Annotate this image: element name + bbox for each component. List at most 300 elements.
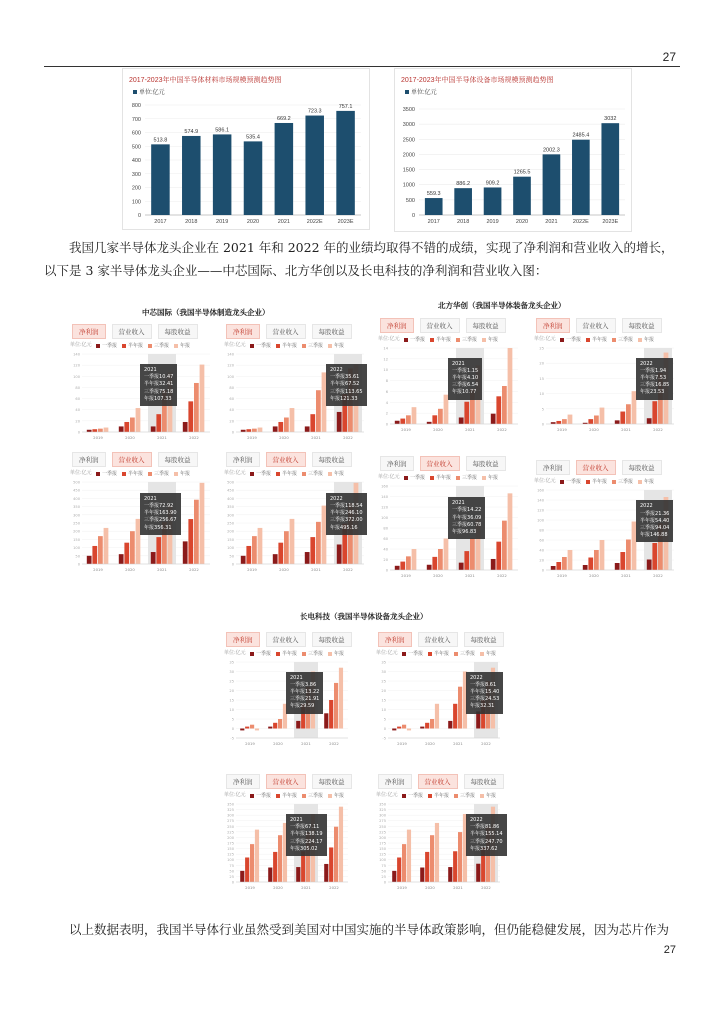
bar (425, 198, 443, 215)
tab-net-profit[interactable]: 净利润 (72, 324, 106, 339)
bar[interactable] (435, 823, 439, 882)
bar[interactable] (119, 554, 124, 564)
equipment-market-chart (394, 68, 632, 232)
bar[interactable] (444, 539, 449, 571)
bar[interactable] (278, 835, 282, 882)
y-tick-label: 40 (229, 408, 234, 413)
data-tooltip (326, 493, 367, 535)
bar[interactable] (255, 729, 259, 731)
tooltip-label: 三季报 (452, 382, 468, 389)
legend-item (122, 342, 143, 349)
y-tick-label: 700 (131, 116, 141, 123)
tab-eps[interactable]: 每股收益 (464, 632, 504, 647)
bar[interactable] (246, 429, 251, 432)
bar[interactable] (568, 415, 573, 424)
bar[interactable] (427, 422, 432, 424)
legend-swatch (612, 480, 616, 484)
chart-title: 2017-2023年中国半导体材料市场规模预测趋势图 (129, 77, 282, 84)
y-tick-label: 140 (73, 352, 80, 357)
bar[interactable] (453, 704, 457, 729)
bar[interactable] (87, 430, 92, 432)
legend-label: 年报 (644, 337, 655, 343)
bar[interactable] (329, 847, 333, 882)
tooltip-label: 年报 (330, 524, 341, 531)
y-tick-label: 75 (381, 863, 386, 868)
bar[interactable] (438, 549, 443, 570)
bar[interactable] (98, 429, 103, 432)
bar[interactable] (448, 867, 452, 882)
bar[interactable] (407, 830, 411, 882)
x-tick-label: 2020 (273, 741, 283, 746)
tooltip-value: 81.86 (485, 824, 500, 831)
tab-eps[interactable]: 每股收益 (466, 318, 506, 333)
bar[interactable] (502, 386, 507, 424)
y-tick-label: 300 (227, 513, 234, 518)
tab-eps[interactable]: 每股收益 (312, 774, 352, 789)
bar[interactable] (412, 549, 417, 570)
y-tick-label: 225 (227, 830, 234, 835)
bar[interactable] (448, 721, 452, 729)
bar[interactable] (551, 566, 556, 570)
legend-item (430, 336, 451, 343)
bar[interactable] (647, 560, 652, 571)
bar[interactable] (334, 827, 338, 882)
bar[interactable] (583, 565, 588, 570)
tab-eps[interactable]: 每股收益 (622, 318, 662, 333)
tab-revenue[interactable]: 营业收入 (266, 324, 306, 339)
paragraph-conclusion: 以上数据表明，我国半导体行业虽然受到美国对中国实施的半导体政策影响，但仍能稳健发展，因为芯片作为 (69, 922, 670, 937)
bar[interactable] (652, 543, 657, 570)
bar[interactable] (615, 420, 620, 424)
tooltip-row (330, 517, 363, 524)
bar[interactable] (310, 414, 315, 432)
tab-net-profit[interactable]: 净利润 (378, 774, 412, 789)
x-tick-label: 2021 (277, 219, 290, 225)
tab-revenue[interactable]: 营业收入 (420, 456, 460, 471)
bar[interactable] (92, 429, 97, 432)
bar[interactable] (464, 551, 469, 570)
bar[interactable] (268, 727, 272, 729)
bar[interactable] (124, 422, 129, 432)
tooltip-year: 2021 (290, 817, 303, 824)
y-tick-label: 3500 (402, 107, 415, 113)
x-tick-label: 2022 (189, 567, 199, 572)
y-tick-label: 8 (385, 379, 388, 384)
legend (404, 336, 498, 343)
bar[interactable] (395, 566, 400, 570)
bar[interactable] (246, 546, 251, 564)
bar[interactable] (588, 558, 593, 571)
bar[interactable] (626, 540, 631, 571)
bar[interactable] (339, 807, 343, 882)
bar[interactable] (296, 867, 300, 882)
unit-label: 单位:亿元 (378, 336, 400, 342)
data-tooltip (286, 672, 323, 714)
legend-item (454, 650, 475, 657)
bar[interactable] (425, 852, 429, 882)
bar[interactable] (392, 871, 396, 882)
bar[interactable] (92, 546, 97, 564)
y-tick-label: 35 (229, 660, 234, 665)
bar[interactable] (339, 668, 343, 729)
tab-eps[interactable]: 每股收益 (158, 324, 198, 339)
bar[interactable] (453, 851, 457, 882)
bar[interactable] (156, 414, 161, 432)
y-tick-label: 5 (231, 717, 234, 722)
tab-net-profit[interactable]: 净利润 (380, 456, 414, 471)
legend (402, 650, 496, 657)
bar[interactable] (508, 493, 513, 570)
tab-revenue[interactable]: 营业收入 (418, 774, 458, 789)
bar-value-label: 757.1 (338, 103, 353, 110)
bar[interactable] (459, 563, 464, 570)
y-tick-label: 0 (385, 568, 388, 573)
bar[interactable] (432, 415, 437, 424)
legend-label: 半年报 (434, 793, 450, 799)
tooltip-value: 32.31 (480, 703, 495, 710)
bar[interactable] (568, 550, 573, 570)
tab-net-profit[interactable]: 净利润 (378, 632, 412, 647)
unit-label: 单位:亿元 (70, 470, 92, 476)
bar[interactable] (273, 554, 278, 564)
bar[interactable] (397, 727, 401, 729)
data-tooltip (636, 358, 673, 400)
bar[interactable] (183, 422, 188, 432)
bar[interactable] (400, 562, 405, 570)
tab-revenue[interactable]: 营业收入 (266, 452, 306, 467)
bar[interactable] (435, 704, 439, 729)
tooltip-row (470, 682, 499, 689)
bar[interactable] (470, 538, 475, 570)
bar[interactable] (273, 852, 277, 882)
bar[interactable] (194, 500, 199, 564)
tab-revenue[interactable]: 营业收入 (576, 460, 616, 475)
tab-net-profit[interactable]: 净利润 (226, 774, 260, 789)
y-tick-label: 275 (379, 819, 386, 824)
bar[interactable] (305, 552, 310, 564)
bar[interactable] (252, 429, 257, 432)
tooltip-value: 32.41 (159, 381, 174, 388)
tooltip-row (330, 389, 363, 396)
bar[interactable] (240, 729, 244, 731)
bar[interactable] (652, 401, 657, 424)
y-tick-label: 6 (385, 389, 388, 394)
y-tick-label: 3000 (402, 122, 415, 129)
bar[interactable] (194, 383, 199, 432)
tooltip-value: 21.36 (655, 510, 670, 517)
tab-revenue[interactable]: 营业收入 (266, 774, 306, 789)
tab-net-profit[interactable]: 净利润 (536, 318, 570, 333)
tooltip-label: 半年报 (330, 381, 346, 388)
x-tick-label: 2020 (425, 885, 435, 890)
bar[interactable] (273, 723, 277, 729)
bar (213, 134, 232, 215)
tooltip-label: 一季报 (452, 507, 468, 514)
bar[interactable] (430, 719, 434, 729)
bar[interactable] (425, 723, 429, 729)
bar[interactable] (278, 422, 283, 432)
data-tooltip (636, 500, 673, 542)
bar[interactable] (316, 390, 321, 432)
bar[interactable] (200, 365, 205, 432)
bar[interactable] (130, 418, 135, 432)
bar[interactable] (430, 835, 434, 882)
tab-net-profit[interactable]: 净利润 (226, 632, 260, 647)
bar[interactable] (406, 415, 411, 424)
bar[interactable] (496, 542, 501, 570)
bar[interactable] (502, 521, 507, 570)
bar[interactable] (334, 683, 338, 729)
tab-net-profit[interactable]: 净利润 (536, 460, 570, 475)
tooltip-value: 67.52 (345, 381, 360, 388)
tab-revenue[interactable]: 营业收入 (266, 632, 306, 647)
y-tick-label: 120 (73, 363, 80, 368)
tooltip-label: 年报 (144, 395, 155, 402)
legend-swatch (302, 472, 306, 476)
y-tick-label: 250 (379, 824, 386, 829)
tab-eps[interactable]: 每股收益 (622, 460, 662, 475)
bar[interactable] (551, 422, 556, 424)
legend-item (456, 474, 477, 481)
legend-item (302, 650, 323, 657)
bar[interactable] (400, 419, 405, 424)
panel-tabs (380, 456, 506, 471)
bar[interactable] (402, 844, 406, 882)
y-tick-label: 300 (227, 813, 234, 818)
bar[interactable] (615, 563, 620, 570)
bar[interactable] (600, 540, 605, 570)
bar[interactable] (130, 531, 135, 564)
bar[interactable] (250, 725, 254, 729)
bar[interactable] (395, 421, 400, 424)
company-panel (372, 314, 524, 436)
legend-label: 年报 (180, 471, 191, 477)
bar[interactable] (252, 536, 257, 564)
bar[interactable] (104, 428, 109, 432)
bar[interactable] (588, 419, 593, 424)
y-tick-label: 1500 (402, 167, 415, 174)
tab-eps[interactable]: 每股收益 (158, 452, 198, 467)
bar[interactable] (310, 537, 315, 564)
tab-eps[interactable]: 每股收益 (312, 452, 352, 467)
y-tick-label: 2500 (402, 137, 415, 144)
bar[interactable] (87, 556, 92, 564)
bar[interactable] (268, 868, 272, 882)
y-tick-label: 0 (383, 880, 386, 885)
bar[interactable] (104, 528, 109, 564)
bar[interactable] (245, 857, 249, 882)
x-tick-label: 2019 (401, 573, 411, 578)
bar[interactable] (406, 556, 411, 570)
tab-revenue[interactable]: 营业收入 (112, 324, 152, 339)
bar[interactable] (188, 519, 193, 564)
bar[interactable] (273, 426, 278, 432)
tab-eps[interactable]: 每股收益 (312, 632, 352, 647)
bar[interactable] (316, 522, 321, 564)
x-tick-label: 2020 (125, 567, 135, 572)
tooltip-value: 23.53 (650, 389, 665, 396)
bar[interactable] (594, 415, 599, 424)
legend-swatch (480, 794, 484, 798)
bar[interactable] (290, 519, 295, 564)
legend-swatch (328, 794, 332, 798)
bar[interactable] (284, 418, 289, 432)
bar[interactable] (255, 830, 259, 882)
bar[interactable] (600, 408, 605, 424)
tab-revenue[interactable]: 营业收入 (418, 632, 458, 647)
bar[interactable] (337, 412, 342, 432)
x-tick-label: 2020 (279, 435, 289, 440)
data-tooltip (140, 364, 177, 406)
bar[interactable] (136, 408, 141, 432)
bar[interactable] (476, 864, 480, 882)
y-tick-label: 20 (383, 558, 388, 562)
company-panel (528, 314, 680, 436)
bar[interactable] (491, 559, 496, 570)
bar[interactable] (459, 417, 464, 424)
bar[interactable] (156, 537, 161, 564)
bar[interactable] (241, 430, 246, 432)
tab-revenue[interactable]: 营业收入 (576, 318, 616, 333)
bar[interactable] (402, 725, 406, 729)
tab-eps[interactable]: 每股收益 (464, 774, 504, 789)
bar[interactable] (200, 483, 205, 564)
bar[interactable] (562, 419, 567, 424)
tooltip-label: 年报 (144, 524, 155, 531)
bar[interactable] (124, 543, 129, 564)
bar[interactable] (278, 543, 283, 564)
tab-net-profit[interactable]: 净利润 (72, 452, 106, 467)
y-tick-label: 100 (227, 546, 234, 551)
bar[interactable] (491, 414, 496, 424)
tooltip-value: 15.40 (485, 689, 500, 696)
bar[interactable] (151, 426, 156, 432)
y-tick-label: 15 (381, 698, 386, 703)
bar[interactable] (626, 404, 631, 424)
bar[interactable] (647, 418, 652, 424)
bar[interactable] (250, 844, 254, 882)
tooltip-row (640, 511, 669, 518)
x-tick-label: 2020 (425, 741, 435, 746)
tooltip-label: 一季报 (330, 502, 346, 509)
y-tick-label: 200 (227, 529, 234, 534)
legend-item (404, 474, 425, 481)
legend (404, 474, 498, 481)
legend (250, 470, 344, 477)
bar[interactable] (412, 407, 417, 424)
bar[interactable] (464, 402, 469, 424)
bar[interactable] (258, 528, 263, 564)
tooltip-row (144, 381, 173, 388)
bar[interactable] (296, 721, 300, 729)
bar[interactable] (284, 531, 289, 564)
legend-item (328, 792, 344, 799)
bar (601, 123, 619, 215)
bar[interactable] (432, 557, 437, 570)
x-tick-label: 2020 (515, 219, 529, 225)
tooltip-label: 半年报 (290, 689, 306, 696)
tooltip-year: 2021 (452, 360, 465, 367)
x-tick-label: 2022 (653, 427, 663, 432)
bar[interactable] (556, 562, 561, 570)
bar[interactable] (427, 565, 432, 570)
panel-tabs (226, 774, 352, 789)
bar[interactable] (290, 408, 295, 432)
bar[interactable] (278, 719, 282, 729)
bar[interactable] (420, 868, 424, 882)
tab-revenue[interactable]: 营业收入 (420, 318, 460, 333)
tab-revenue[interactable]: 营业收入 (112, 452, 152, 467)
y-tick-label: 100 (227, 858, 234, 863)
y-tick-label: 450 (227, 488, 234, 493)
bar[interactable] (407, 729, 411, 731)
bar[interactable] (458, 687, 462, 729)
bar[interactable] (392, 729, 396, 731)
bar[interactable] (98, 536, 103, 564)
bar[interactable] (594, 550, 599, 570)
bar-value-label: 513.8 (153, 137, 168, 144)
chart-unit: 单位:亿元 (133, 87, 165, 96)
bar[interactable] (496, 396, 501, 424)
legend-item (302, 792, 323, 799)
y-tick-label: 4 (385, 400, 388, 405)
bar[interactable] (119, 426, 124, 432)
bar[interactable] (562, 557, 567, 570)
bar[interactable] (188, 401, 193, 432)
bar[interactable] (458, 832, 462, 882)
bar[interactable] (183, 541, 188, 564)
bar-value-label: 535.4 (246, 134, 260, 141)
bar[interactable] (337, 544, 342, 564)
tab-net-profit[interactable]: 净利润 (380, 318, 414, 333)
tab-net-profit[interactable]: 净利润 (226, 452, 260, 467)
tab-eps[interactable]: 每股收益 (312, 324, 352, 339)
bar[interactable] (556, 421, 561, 424)
bar (513, 177, 531, 215)
company-title-smic: 中芯国际（我国半导体制造龙头企业） (142, 308, 270, 317)
bar[interactable] (151, 552, 156, 564)
bar[interactable] (241, 556, 246, 564)
tooltip-row (330, 525, 363, 532)
tab-eps[interactable]: 每股收益 (466, 456, 506, 471)
x-tick-label: 2022 (343, 567, 353, 572)
tooltip-label: 年报 (290, 845, 301, 852)
bar[interactable] (397, 857, 401, 882)
bar[interactable] (305, 426, 310, 432)
bar[interactable] (620, 552, 625, 570)
legend-swatch (404, 476, 408, 480)
tooltip-year: 2021 (290, 674, 303, 681)
bar[interactable] (420, 727, 424, 729)
bar[interactable] (329, 700, 333, 729)
legend-label: 三季报 (618, 479, 634, 485)
bar[interactable] (508, 348, 513, 424)
bar[interactable] (324, 713, 328, 728)
bar[interactable] (620, 412, 625, 424)
bar[interactable] (476, 711, 480, 728)
x-tick-label: 2021 (453, 741, 463, 746)
bar[interactable] (240, 871, 244, 882)
bar[interactable] (258, 428, 263, 432)
bar[interactable] (245, 727, 249, 729)
legend-item (612, 478, 633, 485)
bar[interactable] (438, 409, 443, 424)
bar-value-label: 559.3 (426, 191, 441, 198)
legend-label: 三季报 (462, 475, 478, 481)
x-tick-label: 2019 (247, 435, 257, 440)
bar[interactable] (324, 864, 328, 882)
tab-net-profit[interactable]: 净利润 (226, 324, 260, 339)
